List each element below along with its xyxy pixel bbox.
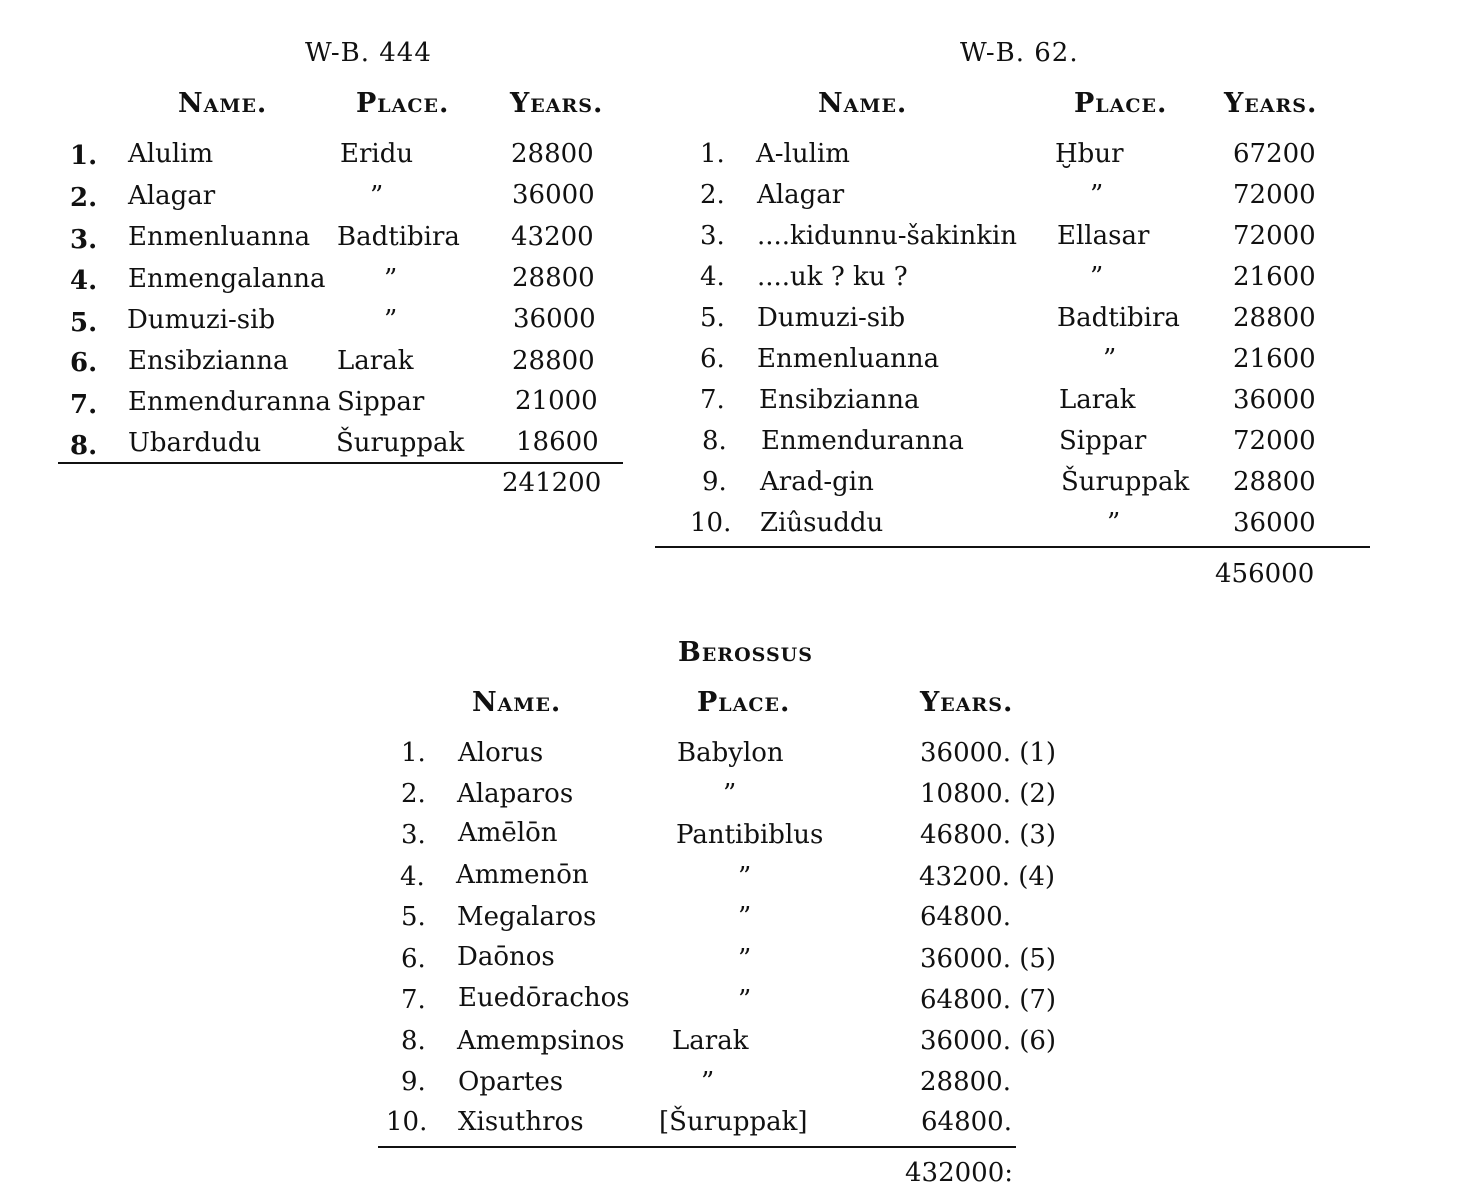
- row-years: 46800. (3): [920, 820, 1057, 850]
- row-years: 72000: [1233, 221, 1316, 251]
- row-name: Alorus: [458, 738, 544, 768]
- row-years: 43200: [511, 222, 594, 252]
- row-place: Babylon: [677, 738, 784, 768]
- row-place: Ḫbur: [1055, 139, 1124, 169]
- row-number: 9.: [702, 467, 727, 497]
- row-name: Xisuthros: [458, 1107, 584, 1137]
- row-place: Šuruppak: [1061, 467, 1190, 497]
- row-years: 28800: [1233, 303, 1316, 333]
- row-place: Badtibira: [1057, 303, 1180, 333]
- row-place: Larak: [672, 1026, 749, 1056]
- row-name: Amēlōn: [458, 818, 558, 848]
- row-name: Ammenōn: [456, 860, 589, 890]
- row-place: Ellasar: [1057, 221, 1150, 251]
- row-name: Megalaros: [457, 902, 597, 932]
- row-name: ....uk ? ku ?: [757, 262, 908, 292]
- row-place: Larak: [337, 346, 414, 376]
- row-number: 4.: [400, 862, 425, 892]
- row-years: 36000: [1233, 508, 1316, 538]
- row-place: Badtibira: [337, 222, 460, 252]
- row-place: Sippar: [337, 387, 425, 417]
- row-name: Opartes: [458, 1067, 564, 1097]
- berossus-header-name: Name.: [472, 687, 562, 718]
- row-name: Alagar: [128, 181, 216, 211]
- row-number: 10.: [386, 1107, 428, 1137]
- row-name: Enmenluanna: [757, 344, 940, 374]
- row-years: 72000: [1233, 180, 1316, 210]
- row-place: ”: [370, 181, 384, 211]
- berossus-total: 432000:: [905, 1158, 1014, 1188]
- row-place: Pantibiblus: [676, 820, 824, 850]
- row-years: 43200. (4): [919, 862, 1056, 892]
- row-number: 8.: [70, 431, 98, 461]
- row-number: 9.: [401, 1067, 426, 1097]
- row-years: 28800: [1233, 467, 1316, 497]
- wb62-header-years: Years.: [1224, 88, 1318, 119]
- row-place: ”: [738, 902, 752, 932]
- row-name: Dumuzi-sib: [127, 305, 276, 335]
- wb444-header-name: Name.: [178, 88, 268, 119]
- wb62-total-rule: [655, 546, 1370, 548]
- row-number: 7.: [700, 385, 725, 415]
- row-number: 4.: [70, 266, 98, 296]
- row-number: 8.: [702, 426, 727, 456]
- row-place: ”: [738, 862, 752, 892]
- berossus-total-rule: [378, 1146, 1016, 1148]
- row-place: ”: [723, 779, 737, 809]
- row-number: 6.: [401, 944, 426, 974]
- row-years: 21600: [1233, 262, 1316, 292]
- row-years: 36000. (5): [920, 944, 1057, 974]
- row-number: 7.: [70, 390, 98, 420]
- row-name: Ziûsuddu: [760, 508, 884, 538]
- row-name: Enmenluanna: [128, 222, 311, 252]
- row-number: 8.: [401, 1026, 426, 1056]
- row-name: Dumuzi-sib: [757, 303, 906, 333]
- row-name: ....kidunnu-šakinkin: [757, 221, 1018, 251]
- row-place: Sippar: [1059, 426, 1147, 456]
- row-number: 4.: [700, 262, 725, 292]
- row-place: ”: [384, 305, 398, 335]
- wb444-total-rule: [58, 462, 623, 464]
- row-name: Alagar: [757, 180, 845, 210]
- row-years: 21600: [1233, 344, 1316, 374]
- row-years: 21000: [515, 386, 598, 416]
- row-name: Euedōrachos: [458, 983, 630, 1013]
- row-name: Enmengalanna: [128, 264, 326, 294]
- row-number: 10.: [690, 508, 732, 538]
- row-place: ”: [1103, 344, 1117, 374]
- row-years: 72000: [1233, 426, 1316, 456]
- row-years: 28800: [511, 139, 594, 169]
- row-number: 2.: [401, 779, 426, 809]
- row-name: Arad-gin: [760, 467, 874, 497]
- row-place: ”: [384, 264, 398, 294]
- row-number: 5.: [70, 308, 98, 338]
- row-place: ”: [701, 1067, 715, 1097]
- wb62-title: W-B. 62.: [960, 38, 1079, 68]
- row-years: 28800.: [920, 1067, 1011, 1097]
- row-years: 36000. (6): [920, 1026, 1057, 1056]
- row-years: 64800.: [921, 1107, 1012, 1137]
- row-years: 64800. (7): [920, 985, 1057, 1015]
- row-name: Alaparos: [457, 779, 574, 809]
- row-name: Ensibzianna: [128, 346, 289, 376]
- row-place: ”: [1090, 262, 1104, 292]
- row-number: 6.: [70, 348, 98, 378]
- wb444-header-place: Place.: [356, 88, 450, 119]
- row-place: Larak: [1059, 385, 1136, 415]
- berossus-header-years: Years.: [920, 687, 1014, 718]
- berossus-header-place: Place.: [697, 687, 791, 718]
- row-number: 3.: [401, 820, 426, 850]
- row-name: Enmenduranna: [128, 387, 331, 417]
- wb444-header-years: Years.: [510, 88, 604, 119]
- wb444-total: 241200: [502, 468, 602, 498]
- row-place: ”: [738, 944, 752, 974]
- row-years: 36000: [1233, 385, 1316, 415]
- row-years: 28800: [512, 346, 595, 376]
- row-place: ”: [1107, 508, 1121, 538]
- wb62-header-place: Place.: [1074, 88, 1168, 119]
- wb444-title: W-B. 444: [305, 38, 432, 68]
- row-name: Alulim: [128, 139, 214, 169]
- row-years: 36000: [512, 180, 595, 210]
- row-years: 67200: [1233, 139, 1316, 169]
- row-name: Ensibzianna: [759, 385, 920, 415]
- row-years: 64800.: [920, 902, 1011, 932]
- row-number: 1.: [401, 738, 426, 768]
- row-years: 18600: [516, 427, 599, 457]
- row-years: 10800. (2): [920, 779, 1057, 809]
- row-place: Eridu: [340, 139, 414, 169]
- row-number: 7.: [401, 985, 426, 1015]
- row-name: Daōnos: [457, 942, 555, 972]
- row-years: 36000: [513, 304, 596, 334]
- row-number: 6.: [700, 344, 725, 374]
- berossus-title: Berossus: [678, 637, 813, 668]
- row-name: Enmenduranna: [761, 426, 964, 456]
- row-name: Ubardudu: [128, 428, 262, 458]
- row-number: 3.: [70, 225, 98, 255]
- row-number: 1.: [700, 139, 725, 169]
- row-place: [Šuruppak]: [659, 1107, 808, 1137]
- row-name: Amempsinos: [457, 1026, 625, 1056]
- row-number: 3.: [700, 221, 725, 251]
- row-number: 1.: [70, 141, 98, 171]
- row-place: ”: [738, 985, 752, 1015]
- row-number: 5.: [401, 902, 426, 932]
- row-number: 5.: [700, 303, 725, 333]
- row-place: Šuruppak: [336, 428, 465, 458]
- row-years: 36000. (1): [920, 738, 1057, 768]
- row-number: 2.: [700, 180, 725, 210]
- row-place: ”: [1090, 180, 1104, 210]
- wb62-total: 456000: [1215, 559, 1315, 589]
- row-number: 2.: [70, 183, 98, 213]
- wb62-header-name: Name.: [818, 88, 908, 119]
- row-name: A-lulim: [756, 139, 850, 169]
- row-years: 28800: [512, 263, 595, 293]
